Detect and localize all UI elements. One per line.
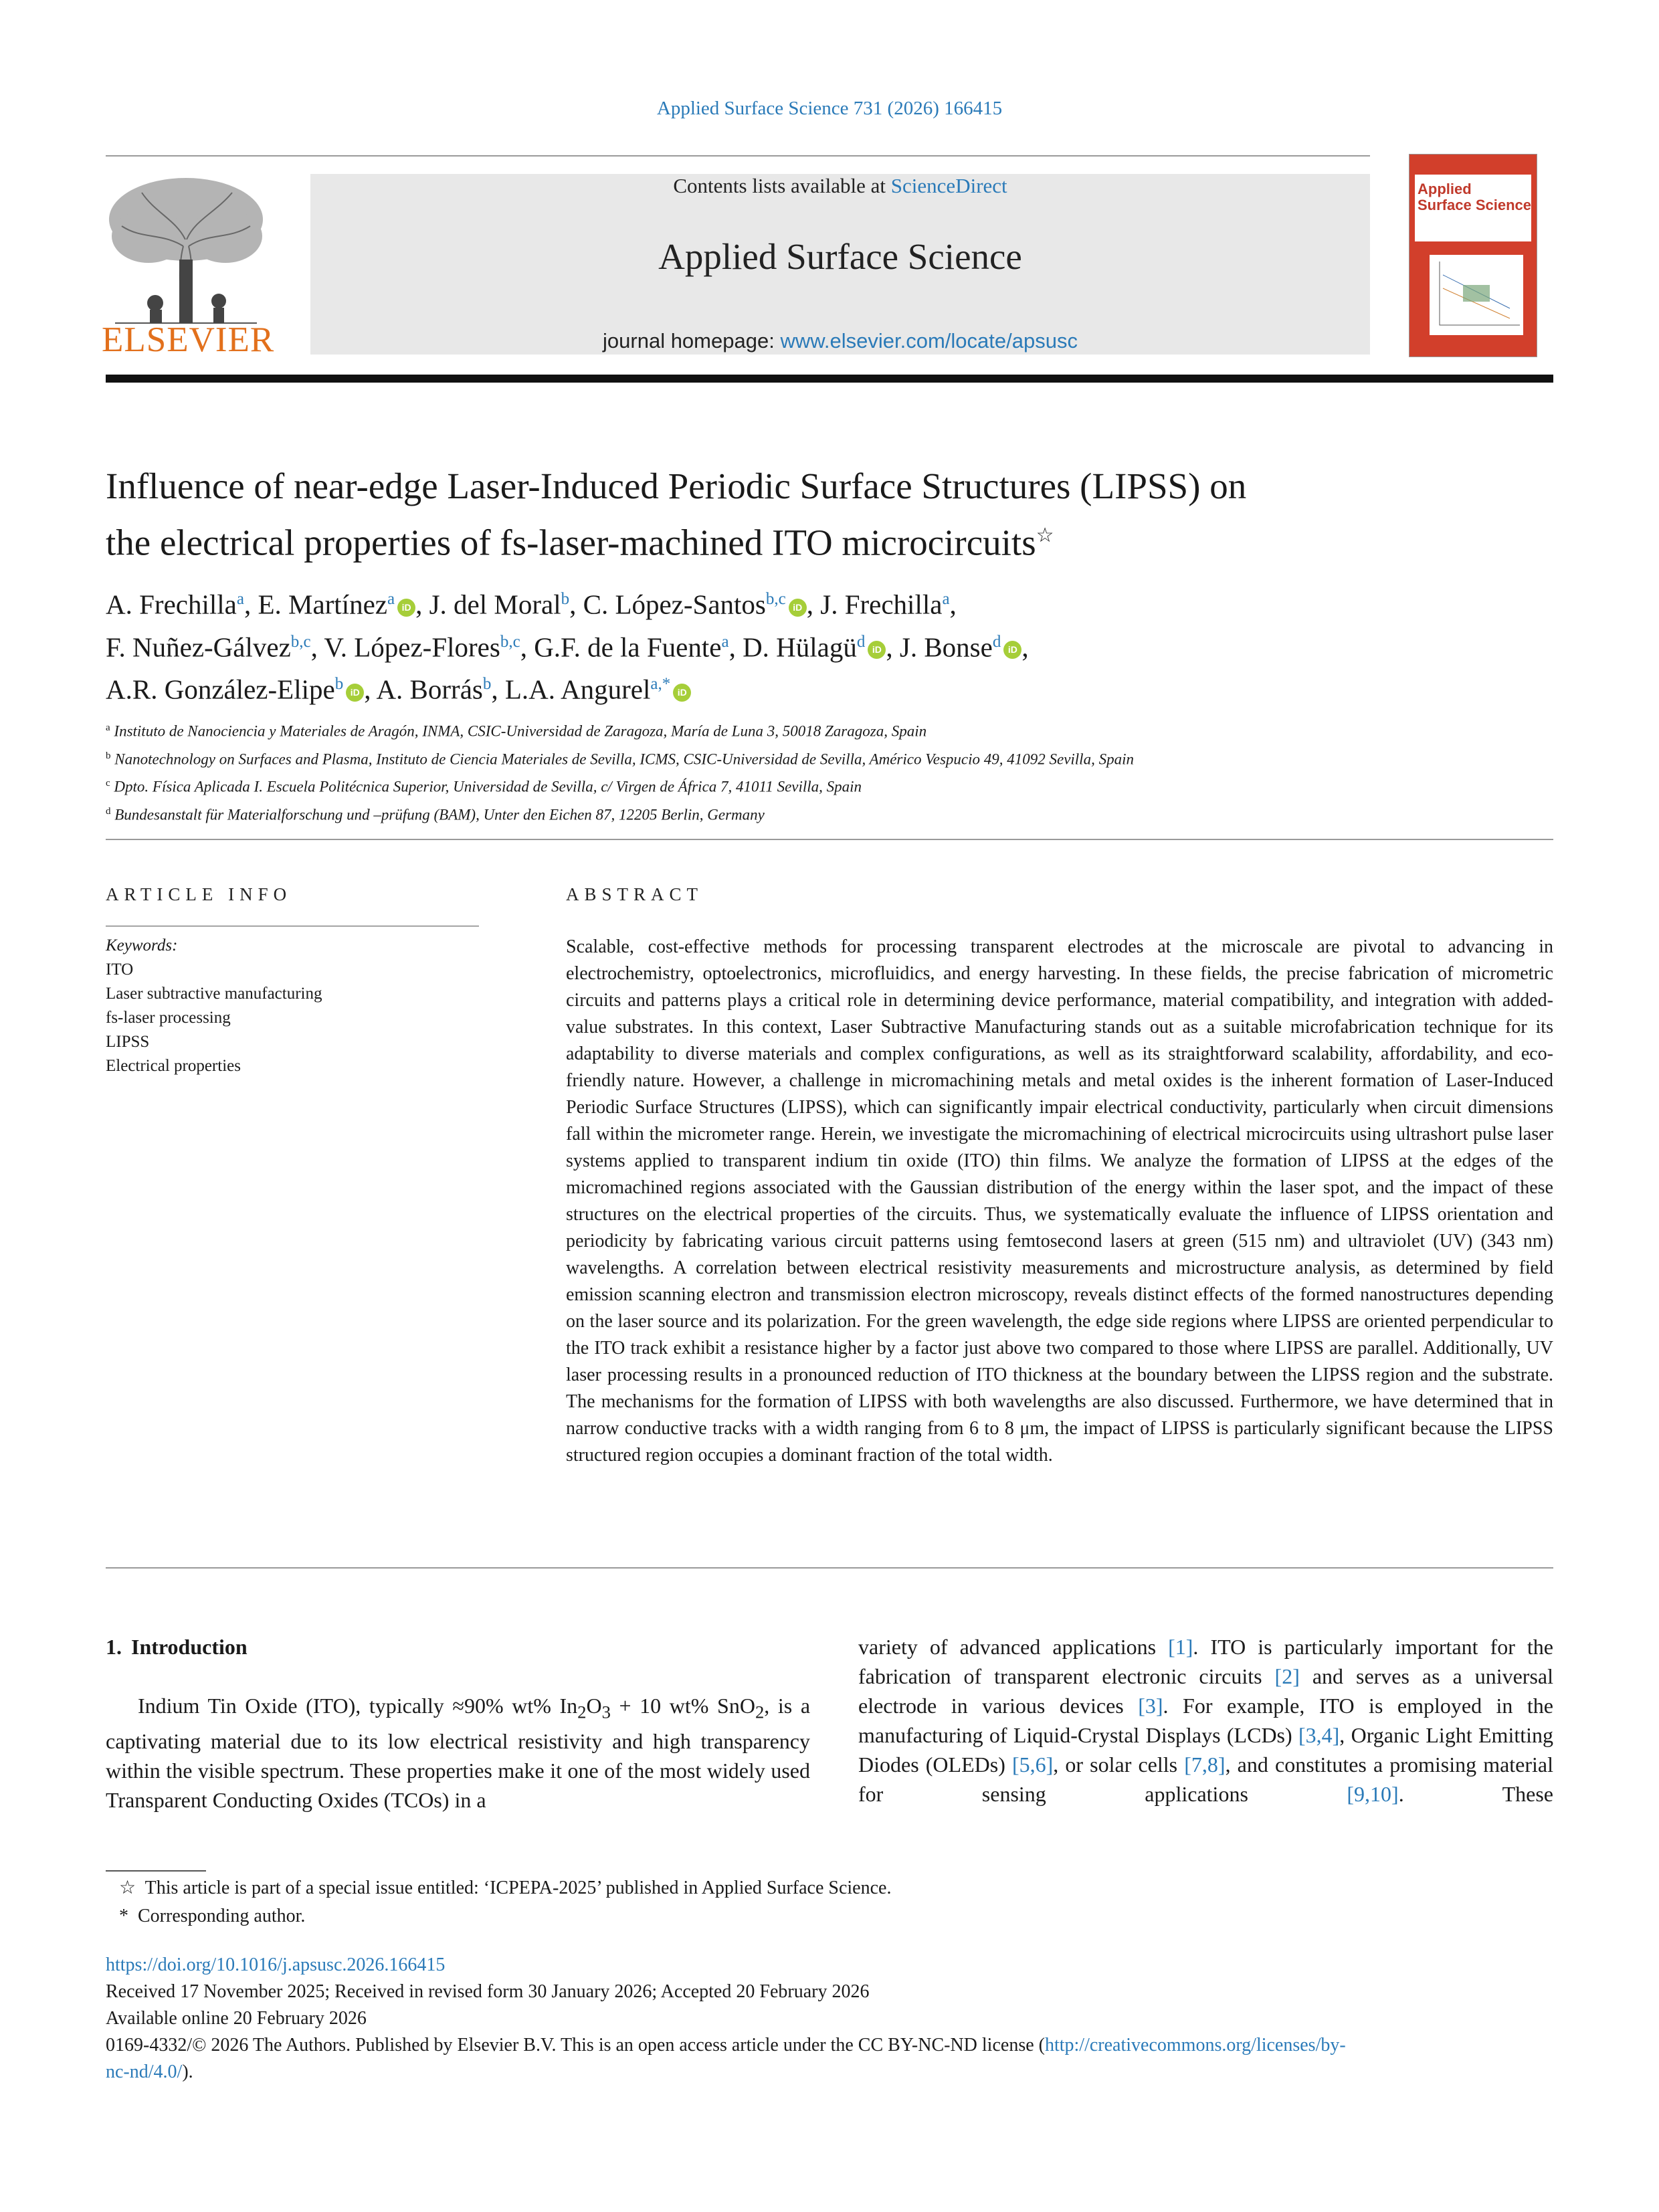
license-statement: [106, 2032, 1553, 2059]
author-sep: ,: [243, 589, 258, 620]
section-title: Introduction: [131, 1635, 248, 1659]
intro-text: , or solar cells: [1053, 1752, 1185, 1777]
affiliation-key: a: [106, 722, 110, 733]
affiliation-text: Bundesanstalt für Materialforschung und –prüfung (BAM), Unter den Eichen 87, 12205 Berlin, Germany: [114, 806, 765, 823]
elsevier-logo: [102, 173, 275, 360]
title-line2: [106, 511, 1410, 567]
author-name[interactable]: J. Frechilla: [820, 589, 943, 620]
footnote-corresponding: [106, 1902, 1553, 1930]
author-affil[interactable]: b: [482, 675, 492, 694]
orcid-icon[interactable]: iD: [1003, 641, 1021, 659]
author-line-1: [106, 581, 1544, 623]
license-end: ).: [182, 2062, 193, 2082]
publication-info: [106, 1952, 1553, 2086]
affiliation-text: Instituto de Nanociencia y Materiales de Aragón, INMA, CSIC-Universidad de Zaragoza, María de Luna 3, 50018 Zaragoza, Spain: [114, 722, 927, 740]
footnote-text: Corresponding author.: [138, 1906, 306, 1926]
sciencedirect-link[interactable]: ScienceDirect: [890, 174, 1007, 197]
homepage-link[interactable]: www.elsevier.com/locate/apsusc: [780, 329, 1078, 353]
author-sep: ,: [569, 589, 583, 620]
orcid-icon[interactable]: iD: [868, 641, 886, 659]
abstract-text: Scalable, cost-effective methods for processing transparent electrodes at the microscale are pivotal to advancing in electrochemistry, optoelectronics, microfluidics, and energy harvesting. In these fields, the precise fabrication of micrometric circuits and patterns plays a critical role in determining device performance, material compatibility, and integration with added-value substrates. In this context, Laser Subtractive Manufacturing stands out as a suitable microfabrication technique for its adaptability to diverse materials and complex configurations, as well as its straightforward scalability, affordability, and eco-friendly nature. However, a challenge in micromachining metals and metal oxides is the inherent formation of Laser-Induced Periodic Surface Structures (LIPSS), which can significantly impair electrical conductivity, particularly when circuit dimensions fall within the micrometer range. Herein, we investigate the micromachining of electrical microcircuits using ultrashort pulse laser systems applied to transparent indium tin oxide (ITO) thin films. We analyze the formation of LIPSS at the edges of the micromachined regions associated with the Gaussian distribution of the energy within the laser spot, and the impact of these structures on the electrical properties of the circuits. Thus, we systematically evaluate the influence of LIPSS orientation and periodicity by fabricating various circuit patterns using femtosecond lasers at green (515 nm) and ultraviolet (UV) (343 nm) wavelengths. A correlation between electrical resistivity measurements and microstructure analysis, as determined by field emission scanning electron and transmission electron microscopy, reveals distinct effects of the formed nanostructures depending on the laser source and its polarization. For the green wavelength, the edge side regions where LIPSS are oriented perpendicular to the ITO track exhibit a resistance higher by a factor just above two compared to those where LIPSS are parallel. Additionally, UV laser processing results in a pronounced reduction of ITO thickness at the boundary between the LIPSS region and the substrate. The mechanisms for the formation of LIPSS with both wavelengths are also discussed. Furthermore, we have determined that in narrow conductive tracks with a width ranging from 6 to 8 μm, the impact of LIPSS is particularly significant because the LIPSS structured region occupies a dominant fraction of the total width.: [566, 936, 1553, 1466]
keyword[interactable]: Electrical properties: [106, 1057, 241, 1075]
license-link-cont[interactable]: nc-nd/4.0/: [106, 2062, 183, 2082]
orcid-icon[interactable]: iD: [789, 599, 807, 617]
author-affil[interactable]: b: [334, 675, 344, 694]
affiliation-d: [106, 799, 1553, 827]
keyword[interactable]: fs-laser processing: [106, 1009, 231, 1027]
author-affil[interactable]: d: [856, 632, 866, 651]
footnote-mark: *: [119, 1906, 128, 1926]
available-online: Available online 20 February 2026: [106, 2008, 367, 2029]
section-number: 1.: [106, 1635, 122, 1659]
author-affil[interactable]: a: [387, 590, 395, 608]
affiliation-rule: [106, 839, 1553, 840]
intro-left-column: [106, 1632, 810, 1815]
intro-text: + 10 wt% SnO: [610, 1694, 755, 1718]
intro-text: . These: [1398, 1782, 1554, 1806]
keywords-label: Keywords:: [106, 936, 178, 954]
journal-cover-thumbnail[interactable]: [1409, 154, 1537, 357]
orcid-icon[interactable]: iD: [346, 684, 364, 702]
affiliation-key: d: [106, 805, 111, 817]
author-sep: ,: [728, 631, 743, 663]
journal-name: Applied Surface Science: [658, 236, 1022, 277]
title-footnote-mark[interactable]: ☆: [1036, 524, 1054, 546]
journal-citation[interactable]: [0, 98, 1659, 120]
keyword[interactable]: ITO: [106, 961, 134, 979]
license-link[interactable]: http://creativecommons.org/licenses/by-: [1044, 2035, 1346, 2055]
cover-title-line2: Surface Science: [1418, 197, 1531, 213]
author-affil[interactable]: a: [942, 590, 950, 608]
intro-text: , is a captivating material due to its low electrical resistivity and high transparency within the visible spectrum. These properties make it one of the most widely used Transparent Conducting Oxides (TCOs) in a: [106, 1694, 811, 1813]
title-line2-text: the electrical properties of fs-laser-machined ITO microcircuits: [106, 522, 1036, 563]
author-name[interactable]: L.A. Angurel: [504, 674, 651, 705]
cover-figure: [1430, 255, 1523, 335]
author-sep: ,: [491, 674, 505, 705]
intro-text: O: [586, 1694, 602, 1718]
affiliation-text: Dpto. Física Aplicada I. Escuela Politécnica Superior, Universidad de Sevilla, c/ Virgen de África 7, 41011 Sevilla, Spain: [114, 778, 862, 795]
article-title: [106, 462, 1410, 567]
intro-paragraph: [106, 1691, 810, 1815]
author-name[interactable]: A.R. González-Elipe: [106, 674, 335, 705]
footnote-mark: ☆: [119, 1878, 136, 1898]
affiliation-key: b: [106, 750, 111, 761]
homepage-line: [310, 329, 1370, 353]
orcid-icon[interactable]: iD: [397, 599, 415, 617]
reference-link[interactable]: [1]: [1168, 1635, 1193, 1659]
author-name[interactable]: A. Borrás: [376, 674, 483, 705]
author-sep: ,: [806, 589, 821, 620]
affiliation-b: [106, 744, 1553, 772]
affiliation-text: Nanotechnology on Surfaces and Plasma, Instituto de Ciencia Materiales de Sevilla, ICMS, CSIC-Universidad de Sevilla, Américo Vespucio 49, 41092 Sevilla, Spain: [114, 750, 1134, 768]
license-statement-cont: [106, 2059, 1553, 2086]
author-sep: ,: [520, 631, 534, 663]
tree-icon: [102, 173, 270, 326]
header-thick-rule: [106, 375, 1553, 383]
intro-text: . For example, ITO is employed in the manufacturing of Liquid-Crystal Displays (LCDs): [858, 1694, 1554, 1747]
author-name[interactable]: V. López-Flores: [324, 631, 500, 663]
author-name[interactable]: D. Hülagü: [743, 631, 857, 663]
contents-prefix: Contents lists available at: [673, 174, 891, 197]
subscript: 3: [601, 1702, 611, 1722]
abstract-heading: ABSTRACT: [566, 884, 704, 904]
intro-text: . ITO is particularly important for the fabrication of transparent electronic circuits: [858, 1635, 1554, 1688]
cover-graph-icon: [1430, 255, 1523, 335]
orcid-icon[interactable]: iD: [673, 684, 691, 702]
reference-link[interactable]: [2]: [1274, 1664, 1300, 1688]
author-name[interactable]: J. Bonse: [899, 631, 993, 663]
author-affil[interactable]: b,c: [500, 632, 520, 651]
reference-link[interactable]: [3]: [1138, 1694, 1163, 1718]
author-affil[interactable]: b,c: [765, 590, 786, 608]
cover-title: [1418, 181, 1531, 213]
author-sep: ,: [310, 631, 324, 663]
subscript: 2: [577, 1702, 587, 1722]
title-line1: Influence of near-edge Laser-Induced Periodic Surface Structures (LIPSS) on: [106, 466, 1247, 506]
intro-heading: [106, 1632, 810, 1662]
author-line-2: [106, 623, 1544, 666]
reference-link[interactable]: [7,8]: [1184, 1752, 1226, 1777]
publisher-wordmark: ELSEVIER: [102, 320, 275, 359]
intro-text: , Organic Light Emitting Diodes (OLEDs): [858, 1723, 1554, 1777]
author-name[interactable]: G.F. de la Fuente: [534, 631, 722, 663]
footnote-star: [106, 1874, 1553, 1902]
author-affil[interactable]: d: [992, 632, 1001, 651]
homepage-prefix: journal homepage:: [603, 329, 781, 353]
affiliation-a: [106, 716, 1553, 744]
intro-text: , and constitutes a promising material for sensing applications: [858, 1752, 1554, 1806]
footnote-text: This article is part of a special issue entitled: ‘ICPEPA-2025’ published in Applied Surface Science.: [144, 1878, 892, 1898]
reference-link[interactable]: [9,10]: [1347, 1782, 1399, 1806]
received-dates: Received 17 November 2025; Received in revised form 30 January 2026; Accepted 20 February 2026: [106, 1981, 870, 2002]
author-name[interactable]: E. Martínez: [258, 589, 387, 620]
header-rule: [106, 155, 1370, 157]
author-affil[interactable]: a: [236, 590, 244, 608]
author-affil[interactable]: a: [721, 632, 729, 651]
doi-link[interactable]: https://doi.org/10.1016/j.apsusc.2026.166415: [106, 1954, 446, 1975]
contents-line: [310, 174, 1370, 198]
article-info-heading: ARTICLE INFO: [106, 884, 292, 904]
author-line-3: [106, 666, 1544, 708]
affiliation-key: c: [106, 778, 110, 789]
license-text: 0169-4332/© 2026 The Authors. Published by Elsevier B.V. This is an open access article under the CC BY-NC-ND license (: [106, 2035, 1045, 2055]
intro-text: variety of advanced applications: [858, 1635, 1169, 1659]
author-sep: ,: [1021, 631, 1029, 663]
keywords-block: [106, 934, 322, 1078]
author-list: [106, 581, 1544, 708]
abstract-rule: [106, 1567, 1553, 1569]
footnote-rule: [106, 1870, 206, 1872]
author-affil[interactable]: b,c: [290, 632, 311, 651]
author-name[interactable]: F. Nuñez-Gálvez: [106, 631, 291, 663]
citation-link[interactable]: Applied Surface Science 731 (2026) 166415: [656, 98, 1003, 119]
keyword[interactable]: Laser subtractive manufacturing: [106, 985, 322, 1003]
author-name[interactable]: C. López-Santos: [583, 589, 766, 620]
footnotes: [106, 1874, 1553, 1930]
affiliations: [106, 716, 1553, 827]
cover-title-line1: Applied: [1418, 181, 1472, 197]
subscript: 2: [755, 1702, 765, 1722]
intro-text: and serves as a universal electrode in various devices: [858, 1664, 1554, 1718]
author-sep: ,: [949, 589, 957, 620]
intro-text: Indium Tin Oxide (ITO), typically ≈90% wt% In: [138, 1694, 578, 1718]
author-name[interactable]: A. Frechilla: [106, 589, 237, 620]
author-sep: ,: [415, 589, 429, 620]
author-affil[interactable]: a,*: [650, 675, 671, 694]
intro-right-column: [858, 1632, 1553, 1809]
author-sep: ,: [364, 674, 377, 705]
journal-banner: [310, 174, 1370, 355]
author-sep: ,: [886, 631, 900, 663]
author-affil[interactable]: b: [561, 590, 570, 608]
reference-link[interactable]: [3,4]: [1298, 1723, 1340, 1747]
affiliation-c: [106, 771, 1553, 799]
reference-link[interactable]: [5,6]: [1011, 1752, 1054, 1777]
author-name[interactable]: J. del Moral: [429, 589, 561, 620]
keyword[interactable]: LIPSS: [106, 1033, 150, 1051]
